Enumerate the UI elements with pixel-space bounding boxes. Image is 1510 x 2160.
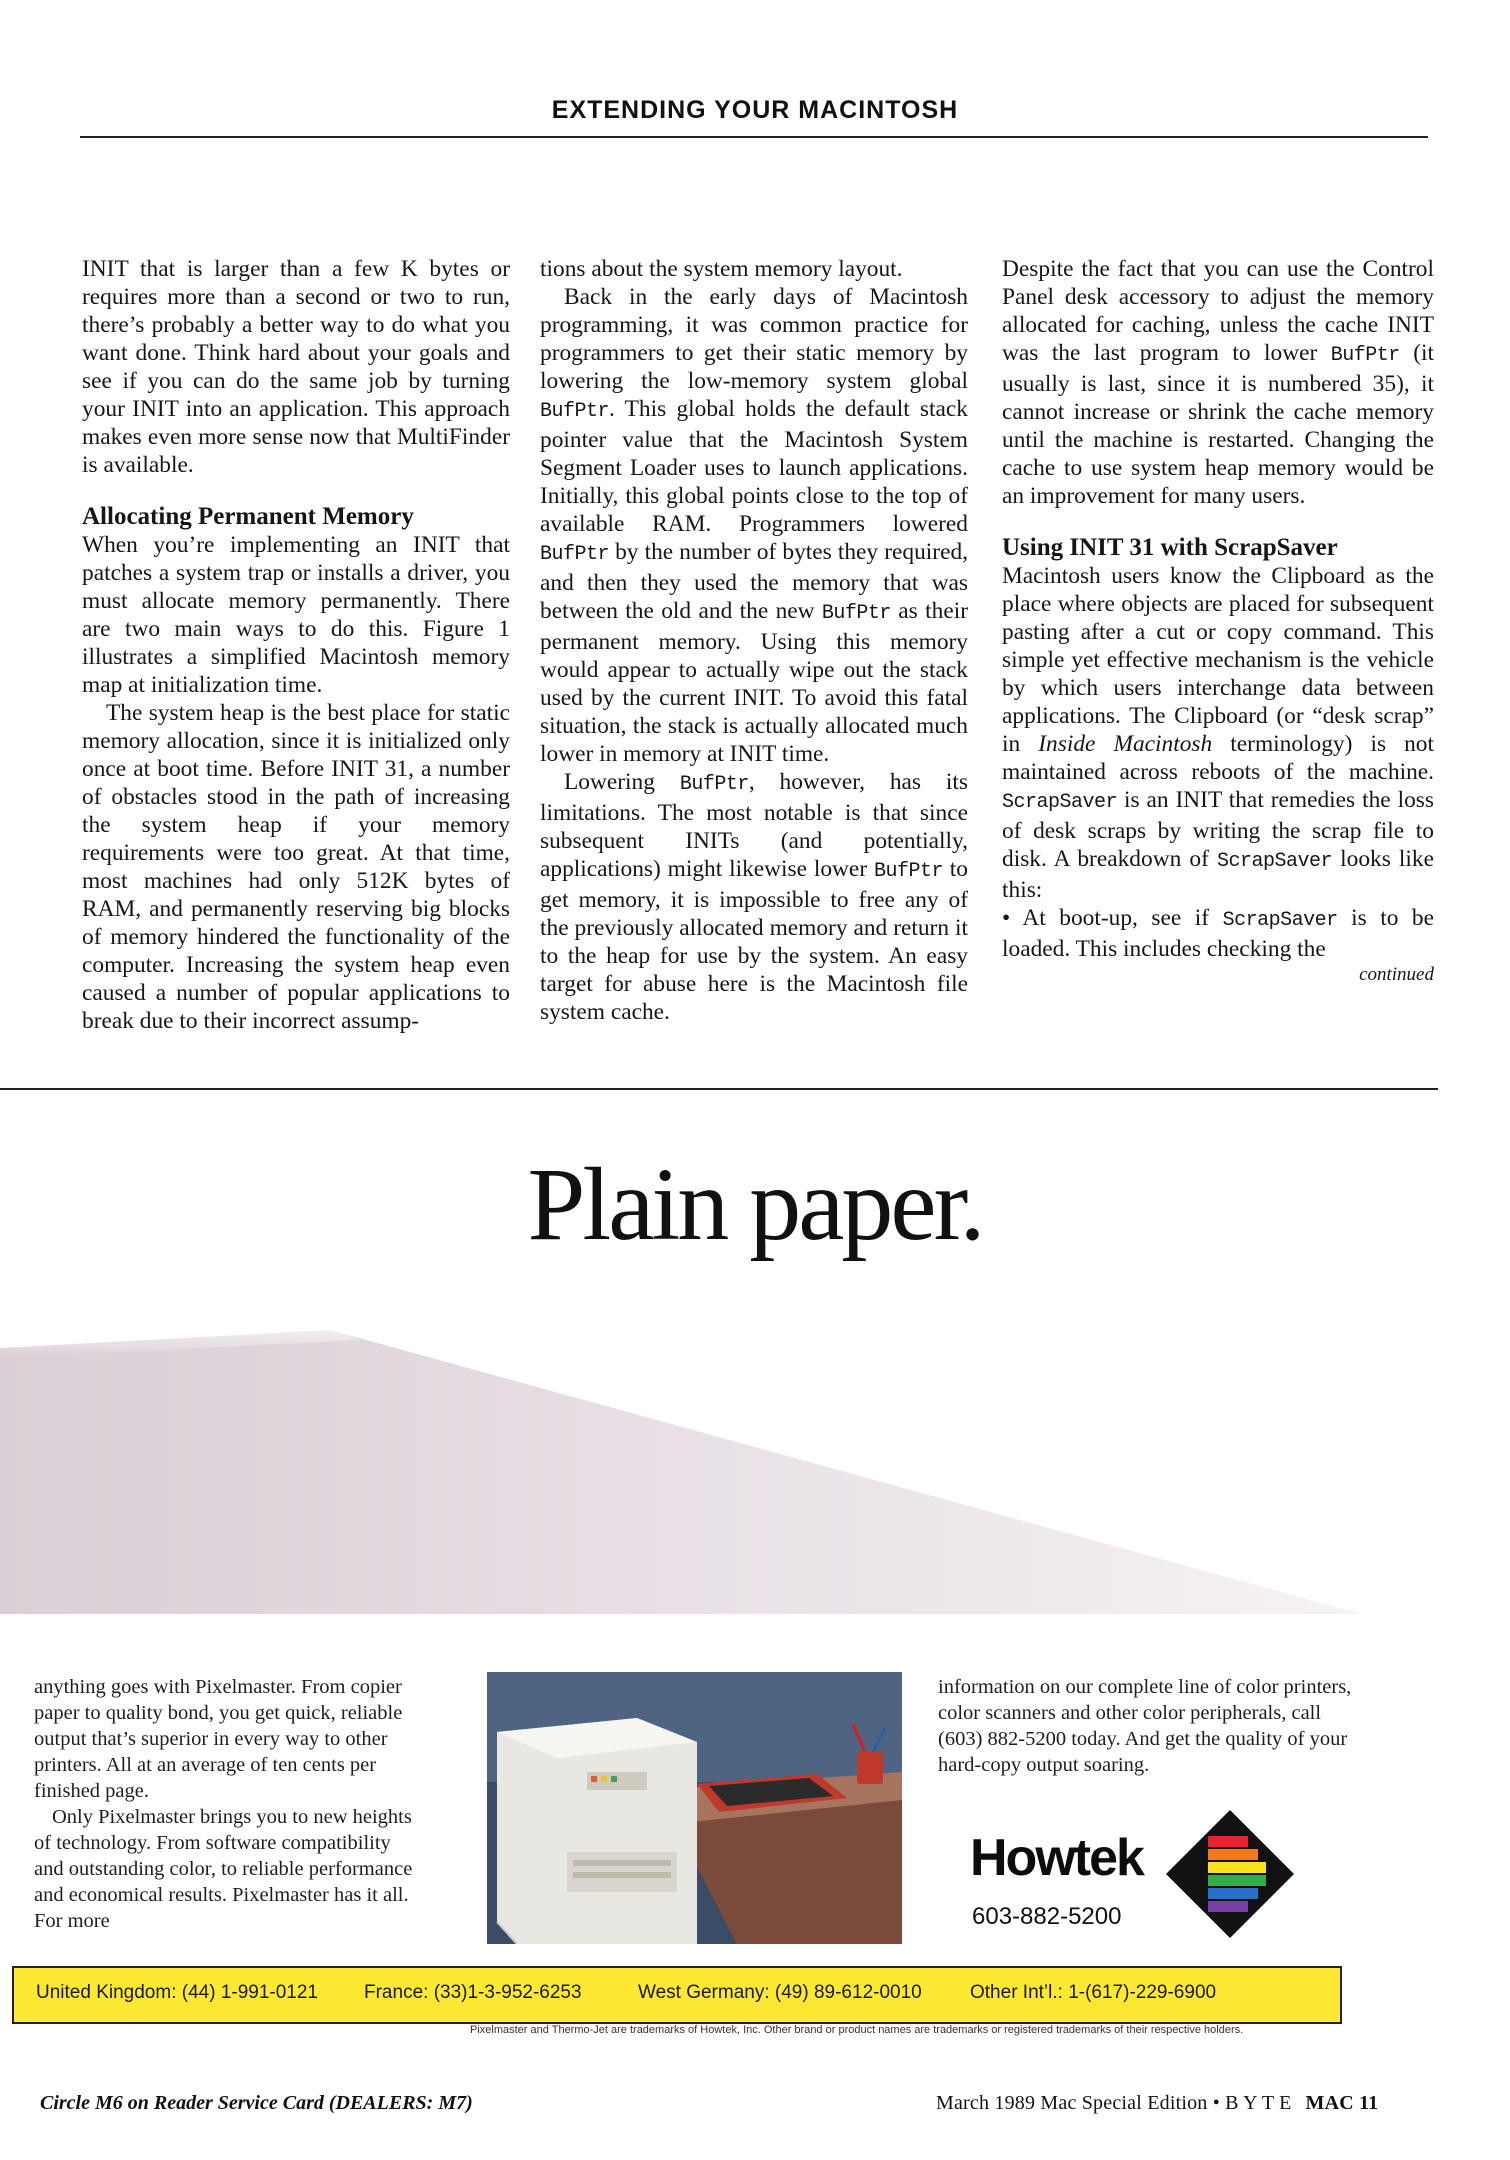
article-column-3	[1002, 255, 1434, 987]
article-ad-divider	[0, 1088, 1438, 1090]
section-heading-scrapsaver: Using INIT 31 with ScrapSaver	[1002, 534, 1338, 561]
continued-label: continued	[1359, 964, 1434, 985]
issue-date: March 1989 Mac Special Edition • B Y T E	[936, 2092, 1292, 2114]
col3-bullet-item	[1002, 904, 1434, 963]
phone-france: France: (33)1-3-952-6253	[364, 1982, 582, 2003]
text-run: • At boot-up, see if	[1002, 905, 1223, 931]
phone-uk: United Kingdom: (44) 1-991-0121	[36, 1982, 319, 2003]
code-bufptr: BufPtr	[821, 602, 891, 625]
ad-paragraph: information on our complete line of color printers, color scanners and other color peripherals, call (603) 882-5200 today. And get the quality of your hard-copy output soaring.	[938, 1676, 1352, 1776]
text-run: looks like this:	[1002, 846, 1434, 903]
text-run: terminology) is not maintained across reboots of the machine.	[1002, 731, 1434, 785]
col1-paragraph: The system heap is the best place for static memory allocation, since it is initialized only once at boot time. Before INIT 31, a number of obstacles stood in the path of increasing the system heap if your memory requirements were too great. At that time, most machines had only 512K bytes of RAM, and permanently reserving big blocks of memory hindered the functionality of the computer. Increasing the system heap even caused a number of popular applications to break due to their incorrect assump-	[82, 700, 510, 1034]
col3-paragraph	[1002, 255, 1434, 510]
text-run: Macintosh users know the Clipboard as the place where objects are placed for subsequent pasting after a cut or copy command. This simple yet effective mechanism is the vehicle by which users interchange data between applications. The Clipboard (or “desk scrap” in	[1002, 563, 1434, 757]
text-run: as their permanent memory. Using this memory would appear to actually wipe out the stack used by the current INIT. To avoid this fatal situation, the stack is actually allocated much lower in memory at INIT time.	[540, 598, 969, 767]
reader-service-card-line: Circle M6 on Reader Service Card (DEALERS: M7)	[40, 2092, 473, 2114]
text-run: . This global holds the default stack pointer value that the Macintosh System Segment Loader uses to launch applications. Initially, this global points close to the top of available RAM. Programmers lowered	[540, 396, 968, 537]
ad-paragraph: anything goes with Pixelmaster. From copier paper to quality bond, you get quick, reliable output that’s superior in every way to other printers. All at an average of ten cents per finished page.	[34, 1676, 403, 1802]
ad-headline: Plain paper.	[527, 1147, 983, 1262]
col3-paragraph	[1002, 562, 1434, 904]
book-title-inside-macintosh: Inside Macintosh	[1038, 731, 1213, 757]
text-run: Back in the early days of Macintosh programming, it was common practice for programmers to get their static memory by lowering the low-memory system global	[540, 284, 968, 394]
text-run: Despite the fact that you can use the Control Panel desk accessory to adjust the memory allocated for caching, unless the cache INIT was the last program to lower	[1002, 256, 1434, 366]
code-bufptr: BufPtr	[679, 773, 749, 796]
pixelmaster-printer-photo	[487, 1672, 902, 1944]
article-column-1	[82, 255, 510, 1035]
howtek-diamond-logo-icon	[1164, 1808, 1296, 1940]
article-column-2	[540, 255, 968, 1026]
ad-paragraph: Only Pixelmaster brings you to new heights of technology. From software compatibility and outstanding color, to reliable performance and economical results. Pixelmaster has it all. For more	[34, 1806, 413, 1932]
col2-paragraph	[540, 283, 968, 768]
header-rule	[80, 136, 1428, 138]
col1-paragraph: INIT that is larger than a few K bytes or requires more than a second or two to run, there’s probably a better way to do what you want done. Think hard about your goals and see if you can do the same job by turning your INIT into an application. This approach makes even more sense now that MultiFinder is available.	[82, 256, 510, 478]
text-run: is to be loaded. This includes checking the	[1002, 905, 1434, 962]
text-run: (it usually is last, since it is numbered 35), it cannot increase or shrink the cache memory until the machine is restarted. Changing the cache to use system heap memory would be an improvement for many users.	[1002, 340, 1434, 509]
issue-footer	[936, 2092, 1378, 2115]
page-number: MAC 11	[1305, 2092, 1379, 2114]
howtek-phone: 603-882-5200	[972, 1903, 1122, 1930]
code-scrapsaver: ScrapSaver	[1002, 791, 1118, 814]
text-run: to get memory, it is impossible to free any of the previously allocated memory and return it to the heap for use by the system. An easy target for abuse here is the Macintosh file system cache.	[540, 856, 968, 1025]
phone-west-germany: West Germany: (49) 89-612-0010	[638, 1982, 922, 2003]
code-bufptr: BufPtr	[540, 400, 610, 423]
phone-other-international: Other Int’l.: 1-(617)-229-6900	[970, 1982, 1217, 2003]
paper-sheet-image	[0, 1318, 1361, 1618]
text-run: , however, has its limitations. The most notable is that since subsequent INITs (and potentially, applications) might likewise lower	[540, 769, 968, 882]
text-run: is an INIT that remedies the loss of desk scraps by writing the scrap file to disk. A breakdown of	[1002, 787, 1434, 872]
text-run: by the number of bytes they required, and then they used the memory that was between the old and the new	[540, 539, 968, 624]
trademark-notice: Pixelmaster and Thermo-Jet are trademarks of Howtek, Inc. Other brand or product names are trademarks or registered trademarks of their respective holders.	[470, 2024, 1244, 2036]
text-run: Lowering	[564, 769, 680, 795]
page-header-title: EXTENDING YOUR MACINTOSH	[551, 96, 959, 124]
code-bufptr: BufPtr	[540, 543, 610, 566]
code-scrapsaver: ScrapSaver	[1216, 850, 1333, 873]
col2-paragraph	[540, 768, 968, 1026]
ad-copy-left	[34, 1674, 424, 1934]
howtek-logo-text: Howtek	[970, 1829, 1143, 1887]
code-bufptr: BufPtr	[873, 860, 943, 883]
section-heading-allocating: Allocating Permanent Memory	[82, 503, 414, 530]
col1-paragraph: When you’re implementing an INIT that patches a system trap or installs a driver, you must allocate memory permanently. There are two main ways to do this. Figure 1 illustrates a simplified Macintosh memory map at initialization time.	[82, 532, 510, 698]
col2-paragraph: tions about the system memory layout.	[540, 256, 903, 282]
code-bufptr: BufPtr	[1330, 344, 1400, 367]
ad-copy-right	[938, 1674, 1358, 1778]
code-scrapsaver: ScrapSaver	[1222, 909, 1338, 932]
